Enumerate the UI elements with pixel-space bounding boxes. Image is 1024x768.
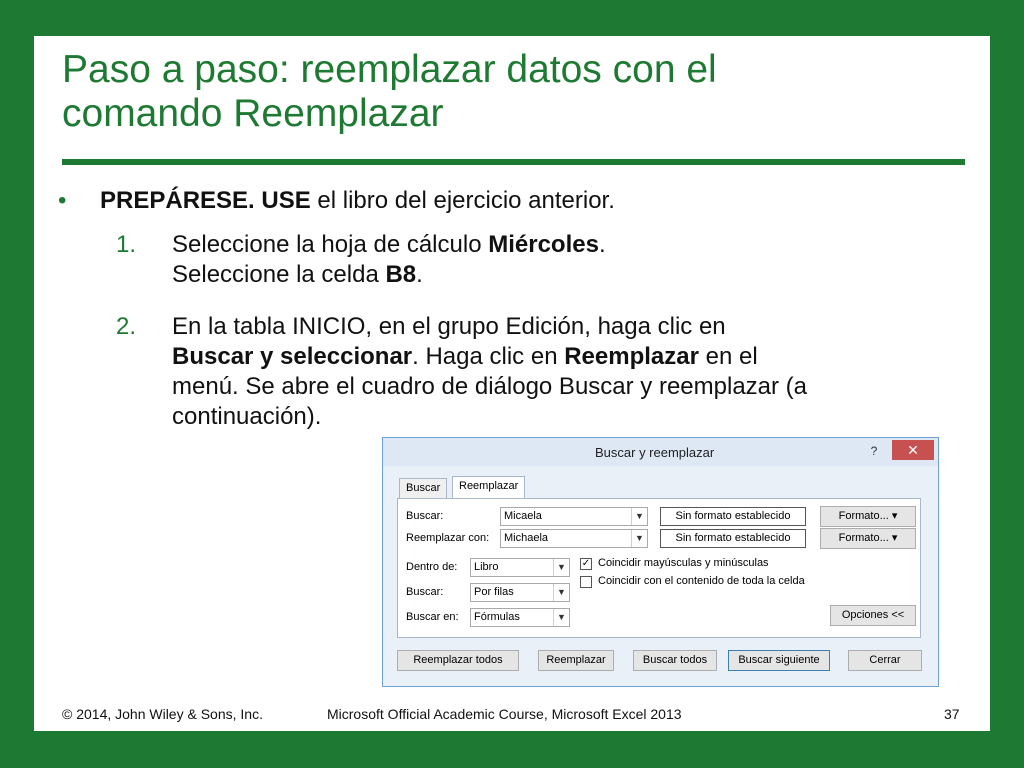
match-case-checkbox[interactable]: ✓ bbox=[581, 558, 591, 569]
close-icon[interactable]: ✕ bbox=[892, 440, 934, 460]
step-2-text: En la tabla INICIO, en el grupo Edición, haga clic en Buscar y seleccionar. Haga clic en Reemplazar en el menú. Se abre el cuadro de diálogo Buscar y reemplazar (a continuación). bbox=[172, 313, 808, 430]
footer-course: Microsoft Official Academic Course, Microsoft Excel 2013 bbox=[327, 706, 682, 722]
slide bbox=[34, 36, 990, 731]
chevron-down-icon[interactable]: ▼ bbox=[553, 584, 569, 601]
dialog-titlebar bbox=[383, 438, 938, 466]
tab-buscar[interactable]: Buscar bbox=[399, 478, 447, 498]
find-format-button[interactable]: Formato... ▾ bbox=[820, 506, 916, 527]
replace-button[interactable]: Reemplazar bbox=[538, 650, 614, 671]
title-line-1: Paso a paso: reemplazar datos con el bbox=[62, 48, 717, 91]
match-case-label: Coincidir mayúsculas y minúsculas bbox=[598, 557, 769, 569]
bullet-prepare bbox=[58, 186, 615, 216]
bullet-icon: • bbox=[58, 187, 67, 214]
find-replace-dialog bbox=[382, 437, 939, 687]
title-divider bbox=[62, 159, 965, 165]
find-format-preview: Sin formato establecido bbox=[660, 507, 806, 526]
find-next-button[interactable]: Buscar siguiente bbox=[728, 650, 830, 671]
replace-input[interactable]: Michaela ▼ bbox=[500, 529, 648, 548]
chevron-down-icon[interactable]: ▼ bbox=[631, 508, 647, 525]
close-button[interactable]: Cerrar bbox=[848, 650, 922, 671]
find-input[interactable]: Micaela ▼ bbox=[500, 507, 648, 526]
chevron-down-icon[interactable]: ▼ bbox=[553, 609, 569, 626]
lookin-select[interactable]: Fórmulas ▼ bbox=[470, 608, 570, 627]
dialog-title: Buscar y reemplazar bbox=[595, 445, 715, 460]
tab-reemplazar[interactable]: Reemplazar bbox=[452, 476, 525, 498]
title-line-2: comando Reemplazar bbox=[62, 92, 444, 135]
footer-copyright: © 2014, John Wiley & Sons, Inc. bbox=[62, 706, 263, 722]
search-select[interactable]: Por filas ▼ bbox=[470, 583, 570, 602]
lookin-label: Buscar en: bbox=[406, 611, 459, 623]
chevron-down-icon[interactable]: ▼ bbox=[631, 530, 647, 547]
find-label: Buscar: bbox=[406, 510, 444, 522]
help-icon[interactable]: ? bbox=[870, 444, 878, 458]
step-1-text: Seleccione la hoja de cálculo Miércoles. Seleccione la celda B8. bbox=[172, 231, 606, 288]
match-entire-label: Coincidir con el contenido de toda la celda bbox=[598, 575, 805, 587]
dialog-panel bbox=[397, 498, 921, 638]
step-2-number: 2. bbox=[116, 313, 137, 340]
within-select[interactable]: Libro ▼ bbox=[470, 558, 570, 577]
chevron-down-icon[interactable]: ▼ bbox=[553, 559, 569, 576]
replace-format-preview: Sin formato establecido bbox=[660, 529, 806, 548]
replace-format-button[interactable]: Formato... ▾ bbox=[820, 528, 916, 549]
replace-all-button[interactable]: Reemplazar todos bbox=[397, 650, 519, 671]
within-label: Dentro de: bbox=[406, 561, 458, 573]
options-button[interactable]: Opciones << bbox=[830, 605, 916, 626]
step-1-number: 1. bbox=[116, 231, 137, 258]
search-label: Buscar: bbox=[406, 586, 444, 598]
find-all-button[interactable]: Buscar todos bbox=[633, 650, 717, 671]
slide-title bbox=[62, 48, 962, 136]
replace-label: Reemplazar con: bbox=[406, 532, 490, 544]
bullet-text: el libro del ejercicio anterior. bbox=[310, 187, 615, 214]
footer-page-number: 37 bbox=[944, 706, 960, 722]
bullet-bold: PREPÁRESE. USE bbox=[100, 187, 311, 214]
match-entire-checkbox[interactable] bbox=[580, 576, 592, 588]
